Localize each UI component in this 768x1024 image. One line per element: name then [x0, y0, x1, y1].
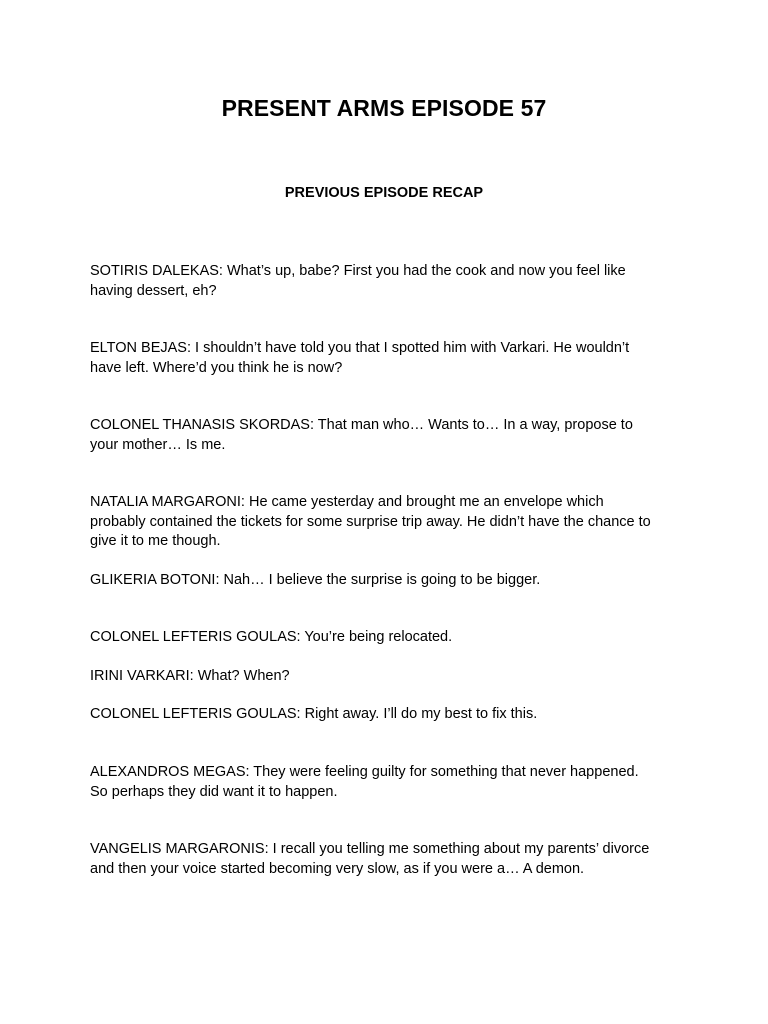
dialogue-line: and then your voice started becoming very slow, as if you were a… A demon. [90, 861, 585, 877]
dialogue-line: COLONEL LEFTERIS GOULAS: Right away. I’ll do my best to fix this. [90, 706, 538, 722]
dialogue-line: probably contained the tickets for some surprise trip away. He didn’t have the chance to [90, 514, 651, 530]
dialogue-line: give it to me though. [90, 533, 221, 549]
dialogue-line: VANGELIS MARGARONIS: I recall you telling me something about my parents’ divorce [90, 841, 650, 857]
dialogue-line: So perhaps they did want it to happen. [90, 784, 338, 800]
dialogue-line: NATALIA MARGARONI: He came yesterday and brought me an envelope which [90, 494, 604, 510]
dialogue-line: SOTIRIS DALEKAS: What’s up, babe? First you had the cook and now you feel like [90, 263, 626, 279]
dialogue-line: IRINI VARKARI: What? When? [90, 668, 290, 684]
dialogue-line: COLONEL LEFTERIS GOULAS: You’re being relocated. [90, 629, 453, 645]
document-title: PRESENT ARMS EPISODE 57 [221, 95, 547, 121]
recap-heading: PREVIOUS EPISODE RECAP [284, 185, 484, 201]
dialogue-line: ALEXANDROS MEGAS: They were feeling guilty for something that never happened. [90, 764, 639, 780]
dialogue-line: having dessert, eh? [90, 283, 217, 299]
dialogue-line: have left. Where’d you think he is now? [90, 360, 343, 376]
dialogue-line: GLIKERIA BOTONI: Nah… I believe the surprise is going to be bigger. [90, 572, 541, 588]
dialogue-line: ELTON BEJAS: I shouldn’t have told you that I spotted him with Varkari. He wouldn’t [90, 340, 630, 356]
dialogue-line: COLONEL THANASIS SKORDAS: That man who… Wants to… In a way, propose to [90, 417, 633, 433]
dialogue-line: your mother… Is me. [90, 437, 226, 453]
